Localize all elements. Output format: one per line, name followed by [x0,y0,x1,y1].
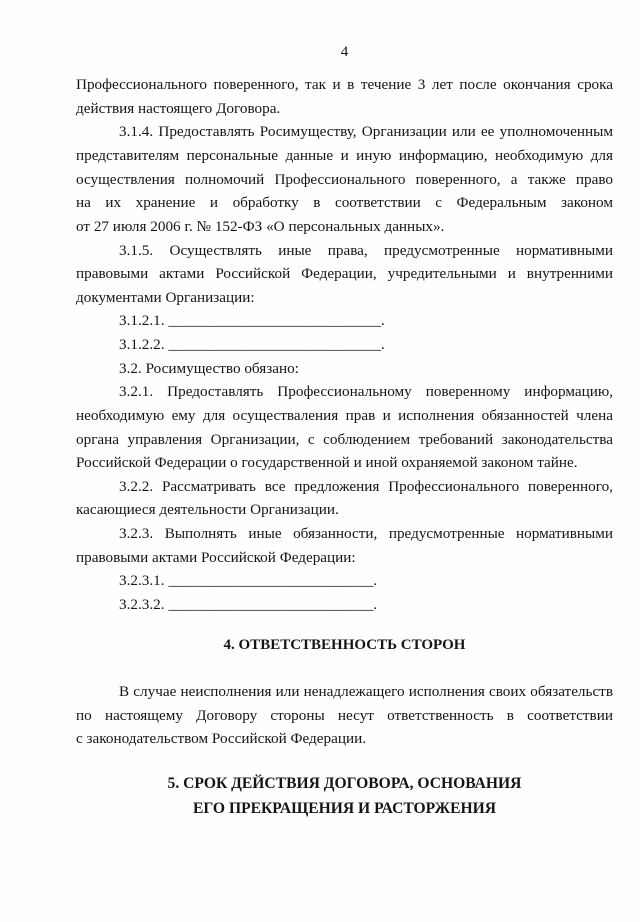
line-text: 3.1.2.1. ____________________________. [119,312,385,330]
line-text: представителям персональные данные и иную информацию, необходимую для [76,147,613,165]
section-4-heading: 4. ОТВЕТСТВЕННОСТЬ СТОРОН [223,637,466,653]
clause-3-2-3-line [76,522,613,546]
clause-3-1-2-2-blank [76,333,613,357]
clause-3-1-5-line [76,286,613,310]
line-text: необходимую ему для осуществаления прав и исполнения обязанностей члена [76,406,613,424]
line-text: 3.2.3. Выполнять иные обязанности, предусмотренные нормативными [119,525,613,543]
clause-3-1-4-line [76,215,613,239]
clause-3-2-3-2-blank [76,593,613,617]
line-text: от 27 июля 2006 г. № 152-ФЗ «О персональных данных». [76,217,445,235]
section-4-line [76,680,613,704]
clause-3-2-3-1-blank [76,569,613,593]
line-text: документами Организации: [76,288,255,306]
clause-3-1-5-line [76,262,613,286]
line-text: по настоящему Договору стороны несут ответственность в соответствии [76,706,613,724]
section-4-text [76,680,613,751]
line-text: 3.2.3.1. ___________________________. [119,572,378,590]
line-text: 3.2.2. Рассматривать все предложения Профессионального поверенного, [119,477,613,495]
line-text: на их хранение и обработку в соответствии с Федеральным законом [76,194,613,212]
line-text: 3.1.2.2. ____________________________. [119,336,385,354]
line-text: органа управления Организации, с соблюдением требований законодательства [76,430,613,448]
line-text: правовыми актами Российской Федерации: [76,548,356,566]
section-5-heading-line: 5. СРОК ДЕЙСТВИЯ ДОГОВОРА, ОСНОВАНИЯ [167,774,522,792]
line-text: 3.2.1. Предоставлять Профессиональному поверенному информацию, [119,383,614,401]
section-5-heading-line: ЕГО ПРЕКРАЩЕНИЯ И РАСТОРЖЕНИЯ [192,799,496,817]
clause-3-2-1-line [76,428,613,452]
line-text: 3.1.5. Осуществлять иные права, предусмотренные нормативными [119,241,614,259]
line-text: действия настоящего Договора. [76,99,281,117]
clause-3-1-4-line [76,168,613,192]
clause-3-2-1-line [76,380,613,404]
clause-3-2-2-line [76,498,613,522]
clause-3-2-3-line [76,546,613,570]
clause-3-1-5-line [76,239,613,263]
clause-3-2-1-line [76,404,613,428]
clause-3-2-1-line [76,451,613,475]
line-text: 3.1.4. Предоставлять Росимуществу, Организации или ее уполномоченным [119,123,613,141]
line-text: В случае неисполнения или ненадлежащего исполнения своих обязательств [119,683,613,701]
line-text: 3.2.3.2. ___________________________. [119,595,378,613]
clause-3-1-4-line [76,120,613,144]
section-3-text [76,73,613,616]
line-text: с законодательством Российской Федерации. [76,730,367,748]
continuation-line [76,73,613,97]
clause-3-1-4-line [76,144,613,168]
line-text: Российской Федерации о государственной и иной охраняемой законом тайне. [76,454,578,472]
clause-3-2-line [76,357,613,381]
clause-3-2-2-line [76,475,613,499]
line-text: осуществления полномочий Профессионального поверенного, а также право [76,170,613,188]
line-text: 3.2. Росимущество обязано: [119,359,299,377]
section-4-line [76,704,613,728]
line-text: касающиеся деятельности Организации. [76,501,339,519]
page-number: 4 [340,43,349,60]
clause-3-1-4-line [76,191,613,215]
line-text: Профессионального поверенного, так и в течение 3 лет после окончания срока [76,76,614,94]
section-4-line [76,727,613,751]
clause-3-1-2-1-blank [76,309,613,333]
continuation-line [76,97,613,121]
section-5-heading [76,771,613,821]
line-text: правовыми актами Российской Федерации, учредительными и внутренними [76,265,613,283]
